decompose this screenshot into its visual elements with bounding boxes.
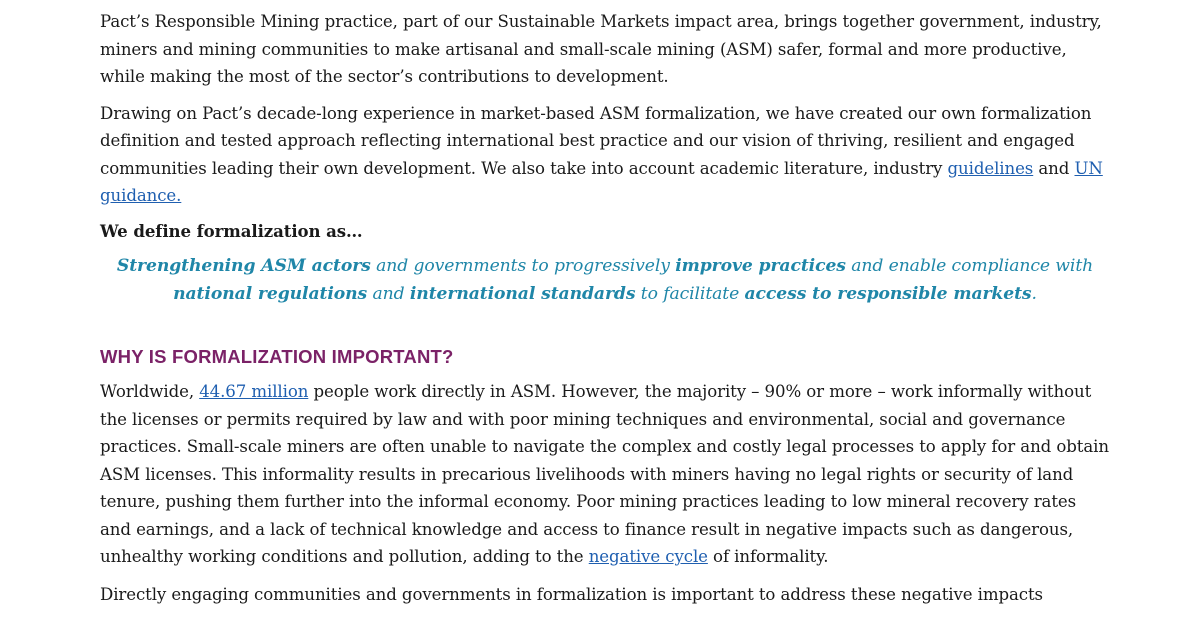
definition-text: . [1031, 283, 1037, 304]
engagement-paragraph: Directly engaging communities and governments in formalization is important to address these negative impacts [100, 584, 1043, 604]
definition-text: and enable compliance with [845, 256, 1094, 276]
importance-text: Worldwide, [100, 382, 200, 401]
definition-text: to facilitate [635, 283, 745, 304]
definition-emphasis: Strengthening ASM actors [116, 256, 371, 276]
intro-paragraph: Pact’s Responsible Mining practice, part of our Sustainable Markets impact area, brings together government, industry, miners and mining communities to make artisanal and small-scale mining (ASM) safer, formal and more productive, while making the most of the sector’s contributions to development. [100, 12, 1102, 86]
approach-text: Drawing on Pact’s decade-long experience in market-based ASM formalization, we have created our own formalization definition and tested approach reflecting international best practice and our vision of thriving, resilient and engaged communities leading their own development. We also take into account academic literature, industry [100, 103, 1092, 178]
definition-text: and governments to progressively [370, 256, 676, 276]
definition-emphasis: improve practices [675, 256, 846, 276]
document-page [100, 8, 1110, 608]
guidelines-link[interactable]: guidelines [947, 158, 1034, 178]
negative-cycle-link[interactable]: negative cycle [588, 547, 708, 566]
definition-lead: We define formalization as… [100, 220, 363, 241]
approach-paragraph [100, 100, 1110, 210]
importance-text-end: of informality. [707, 547, 829, 566]
approach-text-and: and [1033, 158, 1075, 178]
miners-count-link[interactable]: 44.67 million [199, 382, 309, 401]
importance-text-body: people work directly in ASM. However, the majority – 90% or more – work informally without the licenses or permits required by law and with poor mining techniques and environmental, social and governance practices. Small-scale miners are often unable to navigate the complex and costly legal processes to apply for and obtain ASM licenses. This informality results in precarious livelihoods with miners having no legal rights or security of land tenure, pushing them further into the informal economy. Poor mining practices leading to low mineral recovery rates and earnings, and a lack of technical knowledge and access to finance result in negative impacts such as dangerous, unhealthy working conditions and pollution, adding to the [100, 382, 1109, 566]
importance-paragraph [100, 378, 1110, 571]
formalization-definition [100, 253, 1110, 308]
definition-emphasis: international standards [409, 283, 636, 304]
section-heading: WHY IS FORMALIZATION IMPORTANT? [100, 346, 454, 367]
definition-emphasis: national regulations [173, 283, 368, 304]
definition-emphasis: access to responsible markets [744, 283, 1032, 304]
un-guidance-link[interactable]: UN guidance. [100, 158, 1103, 205]
definition-text: and [367, 283, 410, 304]
